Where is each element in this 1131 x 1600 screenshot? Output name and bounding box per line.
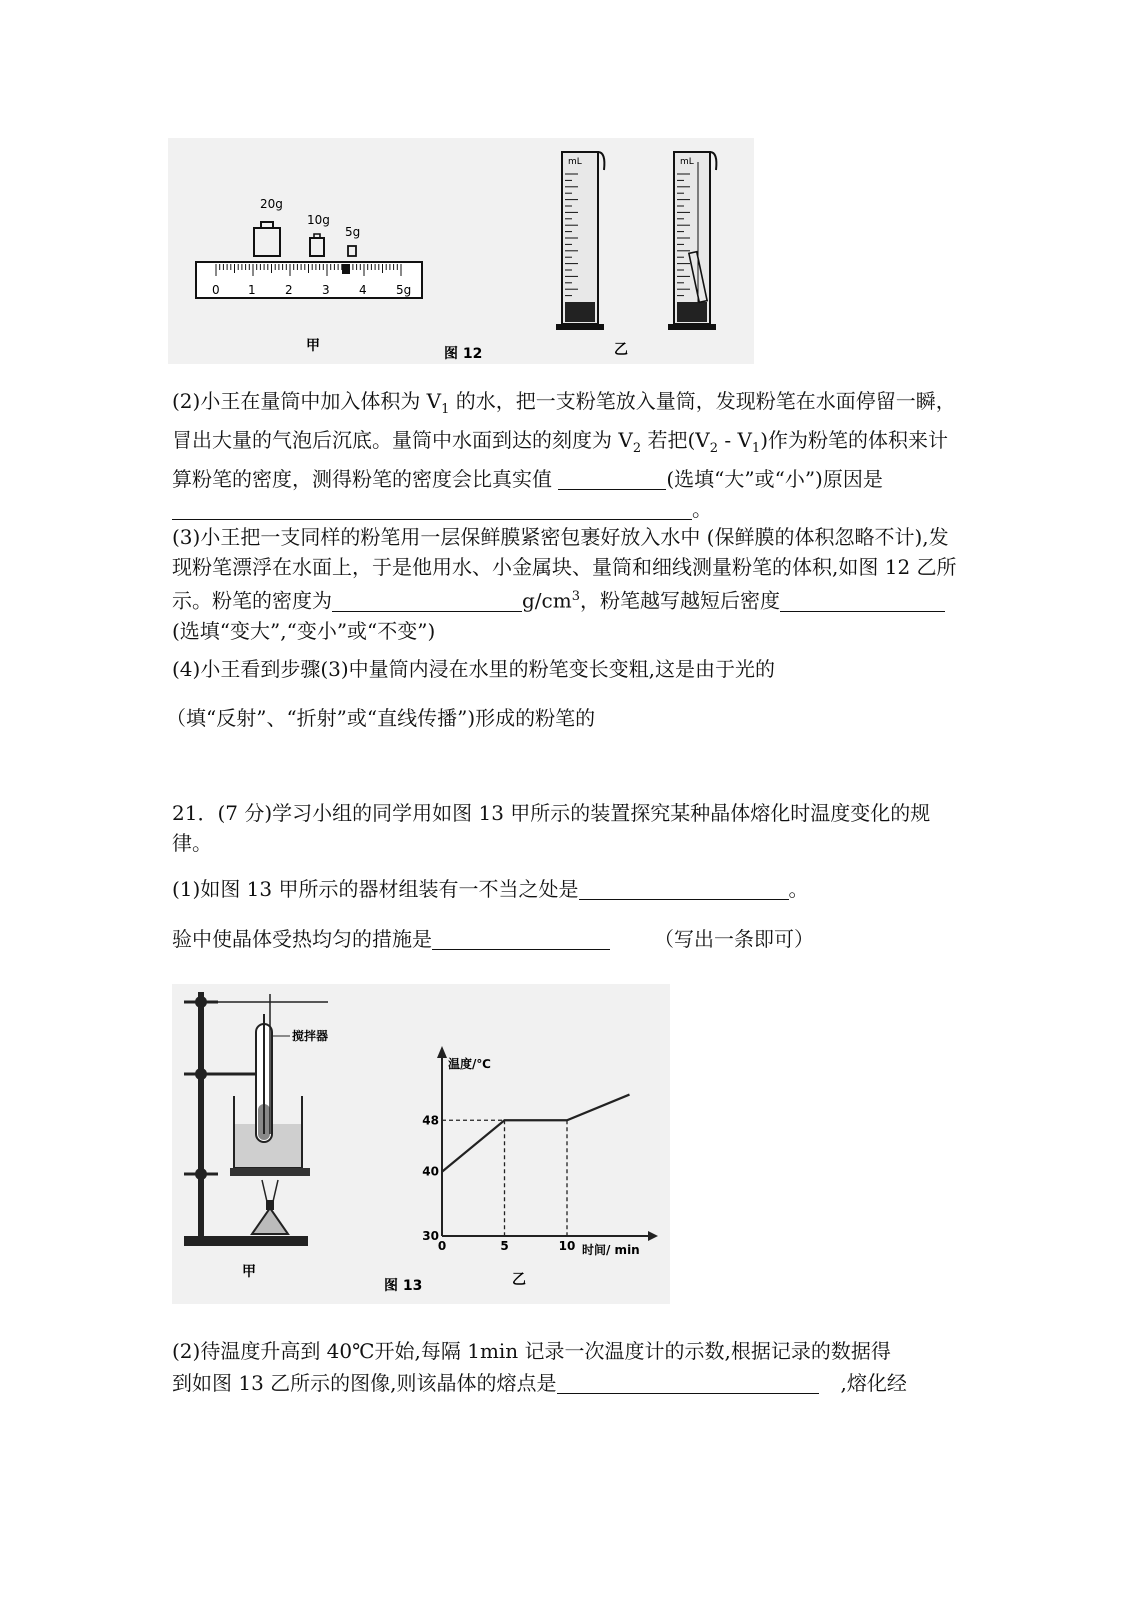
y-axis-arrow-icon — [437, 1046, 447, 1058]
answer-blank-uniform-heating[interactable] — [432, 927, 610, 950]
q20-part-3: (3)小王把一支同样的粉笔用一层保鲜膜紧密包裹好放入水中 (保鲜膜的体积忽略不计),发现粉笔漂浮在水面上，于是他用水、小金属块、量筒和细线测量粉笔的体积,如图 12 乙所示。粉笔的密度为 $g/cm^3$，粉笔越写越短后密度(选填“变大”,“变小”或“不变”) — [172, 525, 957, 643]
q20-part-2: (2)小王在量筒中加入体积为 $V_1$ 的水，把一支粉笔放入量筒，发现粉笔在水面停留一瞬，冒出大量的气泡后沉底。量筒中水面到达的刻度为 $V_2$ 若把$(V_2 - V_1)$作为粉笔的体积来计算粉笔的密度，测得粉笔的密度会比真实值 (选填“大”或“小”)原因是。 — [172, 389, 956, 521]
q21-part-1-line-1: (1)如图 13 甲所示的器材组装有一不当之处是 。 — [172, 877, 809, 901]
scale-tick-label: 1 — [248, 283, 256, 297]
series-temperature-line — [442, 1095, 630, 1172]
figure-13-part-a-label: 甲 — [242, 1264, 256, 1280]
q20-part-4-line-1: (4)小王看到步骤(3)中量筒内浸在水里的粉笔变长变粗,这是由于光的 — [172, 657, 776, 681]
figure-12-caption: 图 12 — [444, 346, 483, 362]
scale-tick-label: 5g — [396, 283, 412, 297]
scale-tick-label: 4 — [359, 283, 367, 297]
figure-13-drawing — [172, 984, 670, 1304]
cylinder-unit-label: mL — [680, 157, 694, 167]
figure-13-part-b-label: 乙 — [512, 1272, 526, 1288]
temperature-time-chart — [422, 1046, 658, 1257]
chart-y-tick-label: 30 — [422, 1229, 439, 1243]
q21-part-2-line-2: 到如图 13 乙所示的图像,则该晶体的熔点是 ,熔化经 — [172, 1371, 907, 1395]
scale-beam — [196, 262, 422, 298]
weight-10g-label: 10g — [307, 213, 330, 227]
weight-5g-icon — [348, 246, 356, 256]
q21-part-1-line-2: 验中使晶体受热均匀的措施是 （写出一条即可） — [172, 927, 814, 951]
q21-intro: 21．(7 分)学习小组的同学用如图 13 甲所示的装置探究某种晶体熔化时温度变化的规律。 — [172, 801, 931, 855]
chart-x-axis-label: 时间/ min — [582, 1243, 640, 1257]
weight-5g-label: 5g — [345, 225, 361, 239]
figure-13 — [172, 984, 670, 1304]
answer-blank-melting-point[interactable] — [557, 1371, 819, 1394]
weight-10g-icon — [310, 238, 324, 256]
chart-y-tick-label: 48 — [422, 1113, 439, 1128]
measuring-cylinder-2 — [668, 152, 716, 330]
stirrer-label: 搅拌器 — [292, 1029, 329, 1043]
scale-tick-label: 2 — [285, 283, 293, 297]
x-axis-arrow-icon — [648, 1231, 658, 1241]
answer-blank-chalk-density[interactable] — [332, 589, 522, 612]
chart-x-tick-label: 0 — [437, 1239, 447, 1253]
weight-20g-icon — [254, 228, 280, 256]
answer-blank-density-change[interactable] — [780, 589, 945, 612]
figure-12-part-a-label: 甲 — [306, 338, 320, 354]
chart-y-axis-label: 温度/℃ — [448, 1057, 491, 1071]
chart-y-tick-label: 40 — [422, 1164, 439, 1179]
cylinder-unit-label: mL — [568, 157, 582, 167]
weight-20g-label: 20g — [260, 197, 283, 211]
stand-rod — [198, 992, 204, 1238]
answer-blank-reason[interactable] — [172, 497, 692, 520]
chart-x-tick-label: 5 — [500, 1239, 509, 1253]
q21-part-2-line-1: (2)待温度升高到 40℃开始,每隔 1min 记录一次温度计的示数,根据记录的数据得 — [172, 1339, 891, 1363]
heating-apparatus — [184, 992, 328, 1280]
scale-tick-label: 3 — [322, 283, 330, 297]
figure-12-part-b-label: 乙 — [614, 342, 628, 358]
scale-tick-label: 0 — [212, 283, 220, 297]
figure-12-drawing — [168, 138, 754, 364]
answer-blank-improper-setup[interactable] — [579, 877, 789, 900]
answer-blank-density-compare[interactable] — [558, 467, 666, 490]
scale-rider-icon — [342, 264, 350, 274]
alcohol-lamp-icon — [252, 1208, 288, 1234]
figure-13-caption: 图 13 — [384, 1278, 423, 1294]
chart-x-tick-label: 10 — [558, 1239, 576, 1253]
measuring-cylinder-1 — [556, 152, 604, 330]
figure-12 — [168, 138, 754, 364]
q20-part-4-line-2: （填“反射”、“折射”或“直线传播”)形成的粉笔的 — [166, 706, 596, 730]
asbestos-gauze — [230, 1168, 310, 1176]
